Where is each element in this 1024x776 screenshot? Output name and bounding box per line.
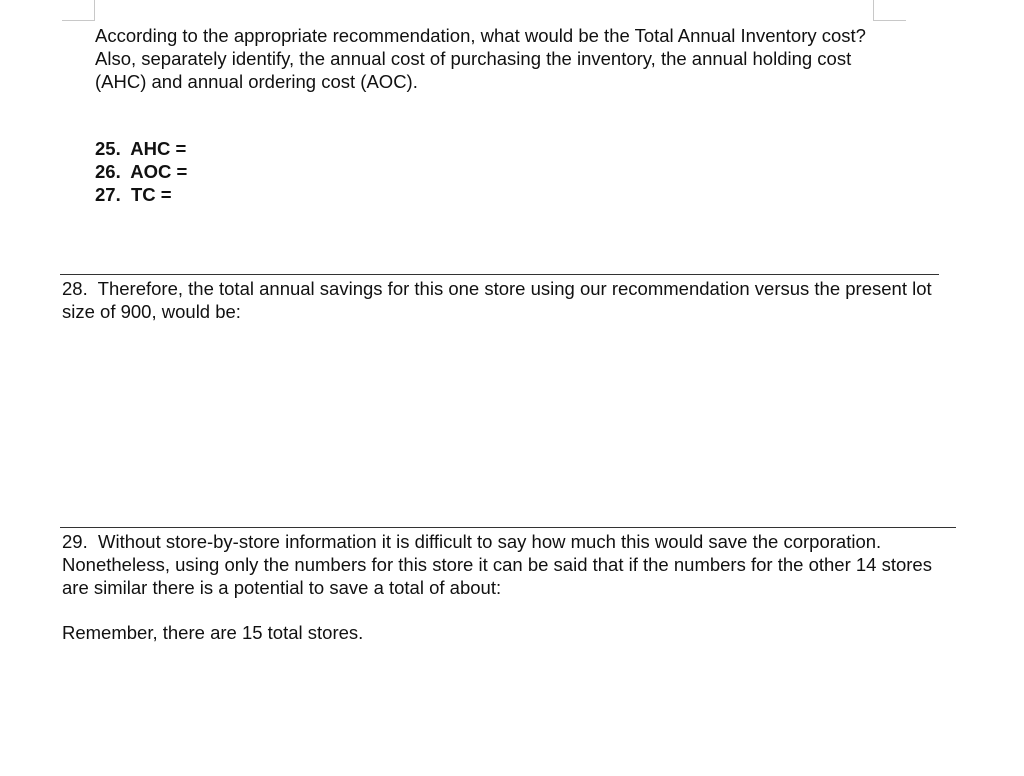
margin-corner-mark-right bbox=[873, 0, 906, 21]
answer-list bbox=[95, 137, 187, 206]
section-divider bbox=[60, 527, 956, 528]
section-divider bbox=[60, 274, 939, 275]
question-29: 29. Without store-by-store information it is difficult to say how much this would save the corporation. Nonetheless, using only the numbers for this store it can be said that if the numbers for the other 14 stores are similar there is a potential to save a total of about: bbox=[62, 531, 938, 598]
margin-corner-mark-left bbox=[62, 0, 95, 21]
reminder-text: Remember, there are 15 total stores. bbox=[62, 622, 364, 643]
answer-item-tc: 27. TC = bbox=[95, 184, 172, 205]
answer-item-ahc: 25. AHC = bbox=[95, 138, 187, 159]
answer-item-aoc: 26. AOC = bbox=[95, 161, 188, 182]
intro-paragraph: According to the appropriate recommendation, what would be the Total Annual Inventory cost? Also, separately identify, the annual cost of purchasing the inventory, the annual holding cost (AHC) and annual ordering cost (AOC). bbox=[95, 25, 876, 92]
question-28: 28. Therefore, the total annual savings for this one store using our recommendation versus the present lot size of 900, would be: bbox=[62, 278, 937, 322]
